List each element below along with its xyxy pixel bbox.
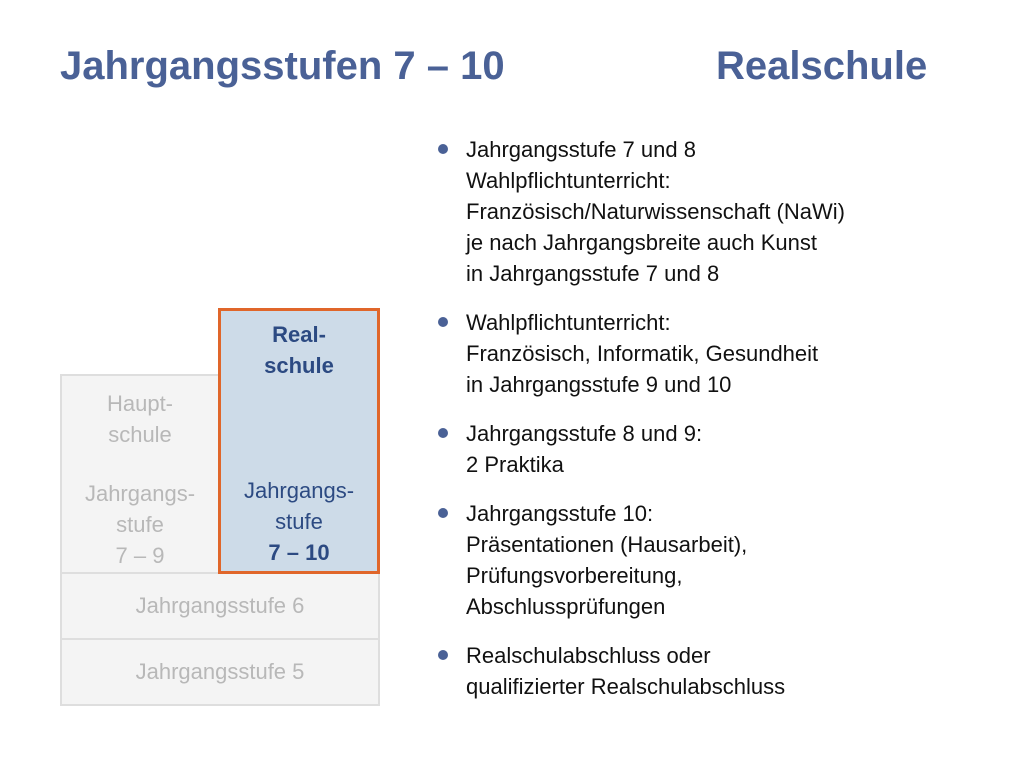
bullet-line: Jahrgangsstufe 7 und 8 [466, 137, 696, 162]
bullet-item [436, 307, 996, 400]
bullet-line: Französisch/Naturwissenschaft (NaWi) [466, 199, 845, 224]
bullet-line: Präsentationen (Hausarbeit), [466, 532, 748, 557]
grade-6-box: Jahrgangsstufe 6 [60, 572, 380, 640]
bullet-line: Wahlpflichtunterricht: [466, 310, 671, 335]
bullet-dot-icon [438, 650, 448, 660]
bullet-item [436, 498, 996, 622]
hauptschule-grade [62, 478, 218, 571]
bullet-line: Wahlpflichtunterricht: [466, 168, 671, 193]
hauptschule-grade-line: 7 – 9 [115, 543, 165, 568]
bullet-item [436, 640, 996, 702]
bullet-item [436, 418, 996, 480]
hauptschule-label [62, 388, 218, 450]
bullet-dot-icon [438, 508, 448, 518]
realschule-grade-line: stufe [275, 509, 323, 534]
realschule-grade-line: 7 – 10 [268, 540, 330, 565]
bullet-list [436, 134, 996, 720]
bullet-dot-icon [438, 317, 448, 327]
bullet-line: in Jahrgangsstufe 9 und 10 [466, 372, 732, 397]
grade-5-box: Jahrgangsstufe 5 [60, 638, 380, 706]
realschule-grade-line: Jahrgangs- [243, 478, 355, 503]
realschule-box [218, 308, 380, 574]
realschule-label [221, 319, 377, 381]
hauptschule-grade-line: Jahrgangs- [84, 481, 196, 506]
bullet-line: qualifizierter Realschulabschluss [466, 674, 786, 699]
bullet-dot-icon [438, 428, 448, 438]
bullet-line: Abschlussprüfungen [466, 594, 666, 619]
bullet-line: Jahrgangsstufe 10: [466, 501, 654, 526]
bullet-line: 2 Praktika [466, 452, 564, 477]
bullet-line: Prüfungsvorbereitung, [466, 563, 683, 588]
realschule-grade [221, 475, 377, 568]
bullet-line: in Jahrgangsstufe 7 und 8 [466, 261, 720, 286]
hauptschule-label-line: Haupt- [106, 391, 174, 416]
bullet-line: Französisch, Informatik, Gesundheit [466, 341, 819, 366]
page-title: Jahrgangsstufen 7 – 10 [60, 44, 505, 88]
realschule-label-line: Real- [272, 322, 326, 347]
bullet-line: je nach Jahrgangsbreite auch Kunst [466, 230, 818, 255]
bullet-line: Jahrgangsstufe 8 und 9: [466, 421, 703, 446]
bullet-item [436, 134, 996, 289]
bullet-line: Realschulabschluss oder [466, 643, 711, 668]
hauptschule-label-line: schule [108, 422, 172, 447]
realschule-label-line: schule [264, 353, 334, 378]
page-subtitle: Realschule [716, 44, 928, 88]
hauptschule-grade-line: stufe [116, 512, 164, 537]
bullet-dot-icon [438, 144, 448, 154]
